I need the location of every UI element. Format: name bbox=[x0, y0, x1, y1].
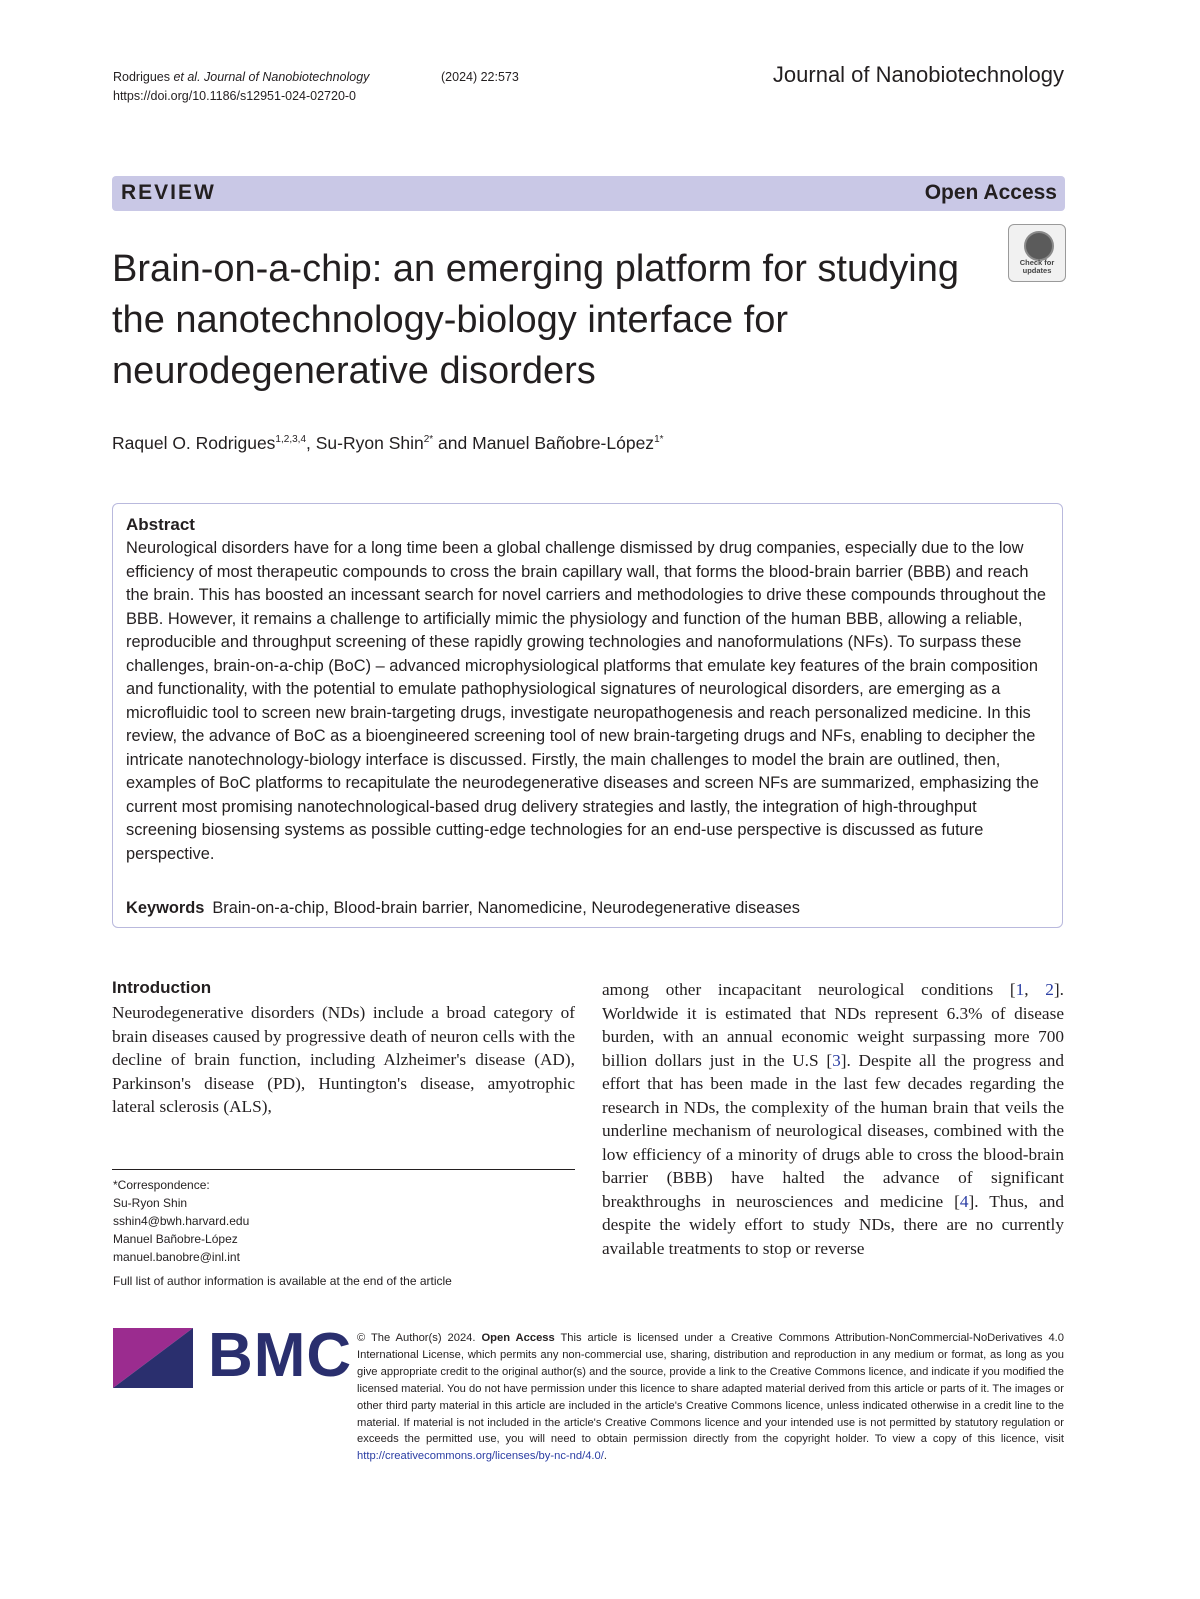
correspondence-name: Su-Ryon Shin bbox=[113, 1196, 188, 1210]
check-for-updates-badge[interactable] bbox=[1008, 224, 1066, 282]
introduction-heading: Introduction bbox=[112, 978, 212, 997]
license-text: This article is licensed under a Creative Commons Attribution-NonCommercial-NoDerivatives 4.0 International License, which permits any non-commercial use, sharing, distribution and reproduction in any medium or format, as long as you give appropriate credit to the original author(s) and the source, provide a link to the Creative Commons licence, and indicate if you modified the licensed material. You do not have permission under this licence to share adapted material derived from this article or parts of it. The images or other third party material in this article are included in the article's Creative Commons licence, unless indicated otherwise in a credit line to the material. If material is not included in the article's Creative Commons licence and your intended use is not permitted by statutory regulation or exceeds the permitted use, you will need to obtain permission directly from the copyright holder. To view a copy of this licence, visit bbox=[357, 1332, 1064, 1446]
keywords-list: Brain-on-a-chip, Blood-brain barrier, Nanomedicine, Neurodegenerative diseases bbox=[212, 899, 800, 917]
author-affiliation: 1* bbox=[654, 434, 664, 446]
abstract-text: Neurological disorders have for a long time been a global challenge dismissed by drug companies, especially due to the low efficiency of most therapeutic compounds to cross the brain capillary wall, that forms the blood-brain barrier (BBB) and reach the brain. This has boosted an incessant search for novel carriers and methodologies to drive these compounds throughout the BBB. However, it remains a challenge to artificially mimic the physiology and function of the human BBB, allowing a reliable, reproducible and throughput screening of these rapidly growing technologies and nanoformulations (NFs). To surpass these challenges, brain-on-a-chip (BoC) – advanced microphysiological platforms that emulate key features of the brain composition and functionality, with the potential to emulate pathophysiological signatures of neurological disorders, are emerging as a microfluidic tool to screen new brain-targeting drugs, investigate neuropathogenesis and reach personalized medicine. In this review, the advance of BoC as a bioengineered screening tool of new brain-targeting drugs and NFs, enabling to decipher the intricate nanotechnology-biology interface is discussed. Firstly, the main challenges to model the brain are outlined, then, examples of BoC platforms to recapitulate the neurodegenerative diseases and screen NFs are summarized, emphasizing the current most promising nanotechnological-based drug delivery strategies and lastly, the integration of high-throughput screening biosensing systems as possible cutting-edge technologies for an end-use perspective is discussed as future perspective. bbox=[126, 539, 1046, 863]
keywords-line bbox=[126, 899, 800, 918]
check-for-updates-label: Check for updates bbox=[1019, 258, 1055, 275]
doi-link[interactable]: https://doi.org/10.1186/s12951-024-02720-0 bbox=[113, 89, 357, 103]
license-prefix: © The Author(s) 2024. bbox=[357, 1332, 482, 1344]
open-access-label: Open Access bbox=[924, 181, 1057, 204]
license-end: . bbox=[603, 1450, 607, 1463]
license-link[interactable]: http://creativecommons.org/licenses/by-nc-nd/4.0/ bbox=[357, 1450, 604, 1463]
update-icon bbox=[1024, 231, 1054, 261]
citation-line bbox=[113, 68, 519, 87]
introduction-column-2 bbox=[602, 978, 1064, 1260]
abstract-heading: Abstract bbox=[126, 515, 195, 534]
correspondence-email[interactable]: sshin4@bwh.harvard.edu bbox=[113, 1214, 250, 1228]
body-text: ]. Worldwide it is estimated that NDs represent 6.3% of disease burden, with an annual economic weight surpassing more 700 billion dollars just in the U.S [ bbox=[602, 980, 1064, 1070]
author-separator: , bbox=[306, 433, 316, 453]
correspondence-name: Manuel Bañobre-López bbox=[113, 1232, 238, 1246]
author-info-note: Full list of author information is available at the end of the article bbox=[113, 1274, 452, 1288]
author-name[interactable]: Raquel O. Rodrigues bbox=[112, 433, 276, 453]
citation-link[interactable]: 3 bbox=[832, 1050, 841, 1070]
author-name[interactable]: Manuel Bañobre-López bbox=[472, 433, 655, 453]
citation-link[interactable]: 2 bbox=[1045, 980, 1054, 999]
citation-header bbox=[113, 68, 519, 106]
correspondence-block bbox=[113, 1176, 249, 1266]
correspondence-email[interactable]: manuel.banobre@inl.int bbox=[113, 1250, 240, 1264]
journal-name: Journal of Nanobiotechnology bbox=[772, 62, 1064, 87]
author-affiliation: 2* bbox=[423, 434, 434, 446]
bmc-logo-text: BMC bbox=[208, 1321, 353, 1390]
article-title: Brain-on-a-chip: an emerging platform for studying the nanotechnology-biology interface for neurodegenerative disorders bbox=[112, 248, 959, 392]
license-open-access: Open Access bbox=[481, 1332, 555, 1344]
abstract-box bbox=[112, 503, 1063, 928]
citation-year: (2024) 22:573 bbox=[441, 70, 519, 84]
footnote-divider bbox=[112, 1169, 575, 1170]
body-text: , bbox=[1024, 980, 1046, 999]
keywords-label: Keywords bbox=[126, 899, 205, 917]
citation-authors: Rodrigues bbox=[113, 70, 174, 84]
author-affiliation: 1,2,3,4 bbox=[275, 434, 307, 446]
citation-journal: et al. Journal of Nanobiotechnology bbox=[173, 70, 370, 84]
body-text: ]. Thus, and despite the widely effort to study NDs, there are no currently available treatments to stop or reverse bbox=[602, 1191, 1064, 1258]
introduction-column-1: Neurodegenerative disorders (NDs) include a broad category of brain diseases caused by progressive death of neuron cells with the decline of brain function, including Alzheimer's disease (AD), Parkinson's disease (PD), Huntington's disease, amyotrophic lateral sclerosis (ALS), bbox=[112, 1003, 575, 1116]
author-name[interactable]: Su-Ryon Shin bbox=[315, 433, 424, 453]
body-text: ]. Despite all the progress and effort that has been made in the last few decades regarding the research in NDs, the complexity of the human brain that veils the underline mechanism of neurological diseases, combined with the low efficiency of a minority of drugs able to cross the blood-brain barrier (BBB) have halted the advance of significant breakthroughs in neurosciences and medicine [ bbox=[602, 1050, 1064, 1211]
bmc-logo-icon bbox=[113, 1328, 199, 1388]
body-text: among other incapacitant neurological conditions [ bbox=[602, 980, 1016, 999]
license-statement bbox=[357, 1330, 1064, 1465]
author-separator: and bbox=[433, 433, 473, 453]
citation-link[interactable]: 4 bbox=[959, 1191, 969, 1211]
article-type-banner bbox=[112, 176, 1065, 211]
article-type: REVIEW bbox=[121, 181, 216, 204]
correspondence-label: *Correspondence: bbox=[113, 1178, 210, 1192]
author-list bbox=[112, 433, 664, 454]
citation-link[interactable]: 1 bbox=[1015, 980, 1025, 999]
